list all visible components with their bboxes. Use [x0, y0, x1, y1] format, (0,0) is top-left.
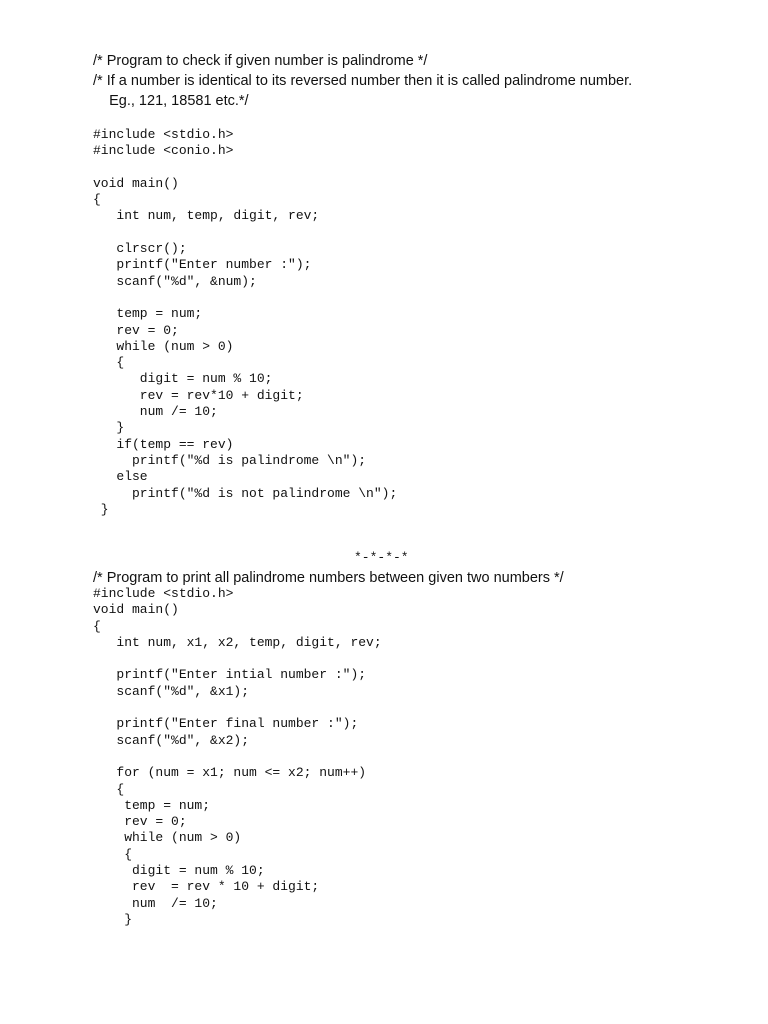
code-line: printf("%d is not palindrome \n"); — [93, 485, 398, 501]
code-line: int num, temp, digit, rev; — [93, 208, 320, 224]
program1-comment-line1: /* Program to check if given number is palindrome */ — [93, 53, 428, 69]
code-line: int num, x1, x2, temp, digit, rev; — [93, 634, 382, 650]
code-line: rev = rev * 10 + digit; — [93, 879, 320, 895]
code-line: digit = num % 10; — [93, 371, 273, 387]
code-line: { — [93, 192, 101, 208]
code-line — [93, 225, 397, 241]
program1-code-block — [93, 127, 397, 518]
code-line: void main() — [93, 602, 179, 618]
code-line — [93, 749, 382, 765]
code-line: rev = rev*10 + digit; — [93, 387, 304, 403]
code-line: while (num > 0) — [93, 338, 234, 354]
code-line: printf("Enter number :"); — [93, 257, 312, 273]
code-line: printf("Enter intial number :"); — [93, 667, 367, 683]
code-line: { — [93, 846, 133, 862]
code-line: { — [93, 781, 125, 797]
code-line: clrscr(); — [93, 241, 187, 257]
code-line: { — [93, 355, 125, 371]
code-line: num /= 10; — [93, 895, 218, 911]
code-line: digit = num % 10; — [93, 863, 265, 879]
code-line: if(temp == rev) — [93, 436, 234, 452]
code-line: } — [93, 501, 109, 517]
code-line — [93, 651, 382, 667]
code-line: temp = num; — [93, 306, 203, 322]
code-line: num /= 10; — [93, 404, 218, 420]
code-line — [93, 290, 397, 306]
code-line: rev = 0; — [93, 322, 179, 338]
code-line: #include <conio.h> — [93, 143, 234, 159]
code-line: temp = num; — [93, 797, 211, 813]
code-line — [93, 160, 397, 176]
code-line: printf("Enter final number :"); — [93, 716, 359, 732]
code-line: } — [93, 420, 125, 436]
code-line: while (num > 0) — [93, 830, 242, 846]
code-line: void main() — [93, 175, 179, 191]
code-line: else — [93, 469, 148, 485]
program2-code-block — [93, 586, 382, 928]
code-line: { — [93, 618, 101, 634]
program1-comment-line3: Eg., 121, 18581 etc.*/ — [93, 93, 249, 109]
code-line — [93, 700, 382, 716]
program2-comment-line1: /* Program to print all palindrome numbers between given two numbers */ — [93, 570, 564, 586]
code-line: scanf("%d", &num); — [93, 273, 257, 289]
program1-comment-line2: /* If a number is identical to its reversed number then it is called palindrome number. — [93, 73, 633, 89]
code-line: #include <stdio.h> — [93, 127, 234, 142]
code-line: for (num = x1; num <= x2; num++) — [93, 765, 367, 781]
code-line: } — [93, 911, 133, 927]
section-separator: *-*-*-* — [354, 550, 409, 565]
code-line: rev = 0; — [93, 814, 187, 830]
code-line: scanf("%d", &x1); — [93, 683, 250, 699]
code-line: scanf("%d", &x2); — [93, 732, 250, 748]
code-line: #include <stdio.h> — [93, 586, 234, 601]
code-line: printf("%d is palindrome \n"); — [93, 452, 367, 468]
